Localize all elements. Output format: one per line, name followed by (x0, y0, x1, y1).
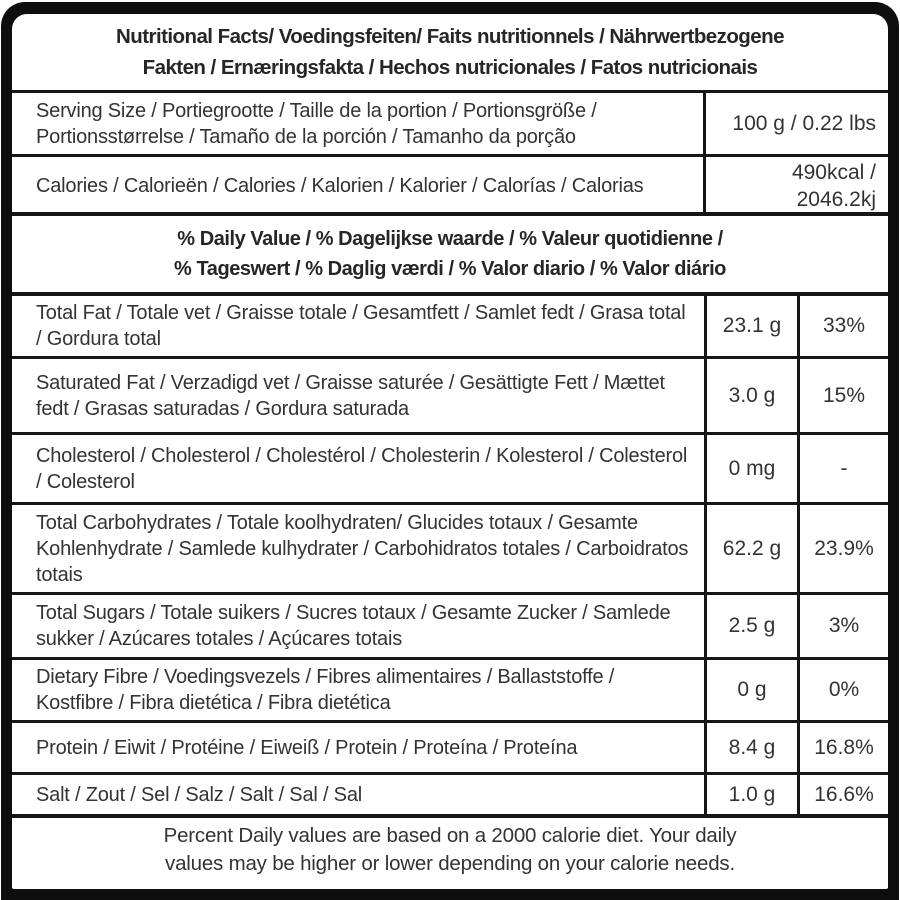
calories-value: 490kcal / 2046.2kj (791, 161, 876, 211)
nutrient-label: Dietary Fibre / Voedingsvezels / Fibres alimentaires / Ballaststoffe / Kostfibre / Fibra dietética / Fibra dietética (12, 660, 707, 720)
nutrient-daily-value: 23.9% (814, 536, 874, 560)
table-row-protein (12, 720, 888, 772)
daily-value-heading-row (12, 212, 888, 292)
table-row-total-fat (12, 292, 888, 356)
nutrient-label: Cholesterol / Cholesterol / Cholestérol / Cholesterin / Kolesterol / Colesterol / Colesterol (12, 435, 707, 502)
label-header (12, 14, 888, 90)
nutrient-amount: 23.1 g (707, 296, 800, 356)
nutrient-amount: 8.4 g (707, 723, 800, 772)
daily-value-heading: % Daily Value / % Dagelijkse waarde / % Valeur quotidienne / % Tageswert / % Daglig værdi / % Valor diario / % Valor diário (174, 228, 726, 280)
nutrient-daily-value: - (840, 456, 848, 480)
nutrient-daily-value: 16.8% (814, 735, 874, 759)
daily-values-footnote: Percent Daily values are based on a 2000 calorie diet. Your daily values may be higher or lower depending on your calorie needs. (163, 823, 737, 875)
nutrient-daily-value: 0% (828, 678, 860, 701)
table-row-total-carbohydrates (12, 502, 888, 592)
label-outer-frame (1, 2, 899, 900)
nutrient-amount: 62.2 g (707, 505, 800, 592)
nutrient-amount: 0 mg (707, 435, 800, 502)
footnote-row (12, 814, 888, 889)
nutrient-label: Salt / Zout / Sel / Salz / Salt / Sal / Sal (12, 775, 707, 814)
serving-size-label: Serving Size / Portiegrootte / Taille de la portion / Portionsgröße / Portionsstørrelse / Tamaño de la porción / Tamanho da porção (12, 93, 706, 154)
nutrient-daily-value: 16.6% (814, 782, 874, 806)
nutrient-amount: 0 g (707, 660, 800, 720)
table-row-total-sugars (12, 592, 888, 657)
nutrient-amount: 3.0 g (707, 359, 800, 432)
nutrient-daily-value: 33% (822, 314, 866, 337)
serving-size-value: 100 g / 0.22 lbs (732, 112, 876, 135)
nutrient-amount: 1.0 g (707, 775, 800, 814)
nutrient-daily-value: 15% (822, 383, 866, 407)
nutrient-amount: 2.5 g (707, 595, 800, 657)
table-row-dietary-fibre (12, 657, 888, 720)
nutrient-label: Saturated Fat / Verzadigd vet / Graisse saturée / Gesättigte Fett / Mættet fedt / Grasas saturadas / Gordura saturada (12, 359, 707, 432)
calories-label: Calories / Calorieën / Calories / Kalorien / Kalorier / Calorías / Calorias (12, 157, 706, 215)
table-row-cholesterol (12, 432, 888, 502)
label-title: Nutritional Facts/ Voedingsfeiten/ Faits nutritionnels / Nährwertbezogene Fakten / Ernæringsfakta / Hechos nutricionales / Fatos nutricionais (116, 25, 784, 79)
nutrient-daily-value: 3% (828, 614, 860, 637)
nutrition-facts-table (12, 14, 888, 889)
table-row-saturated-fat (12, 356, 888, 432)
nutrient-label: Total Sugars / Totale suikers / Sucres totaux / Gesamte Zucker / Samlede sukker / Azúcares totales / Açúcares totais (12, 595, 707, 657)
table-row-salt (12, 772, 888, 814)
nutrient-label: Total Carbohydrates / Totale koolhydraten/ Glucides totaux / Gesamte Kohlenhydrate / Samlede kulhydrater / Carbohidratos totales / Carboidratos totais (12, 505, 707, 592)
serving-size-row (12, 90, 888, 154)
nutrient-label: Protein / Eiwit / Protéine / Eiweiß / Protein / Proteína / Proteína (12, 723, 707, 772)
calories-row (12, 154, 888, 212)
nutrient-label: Total Fat / Totale vet / Graisse totale / Gesamtfett / Samlet fedt / Grasa total / Gordura total (12, 296, 707, 356)
